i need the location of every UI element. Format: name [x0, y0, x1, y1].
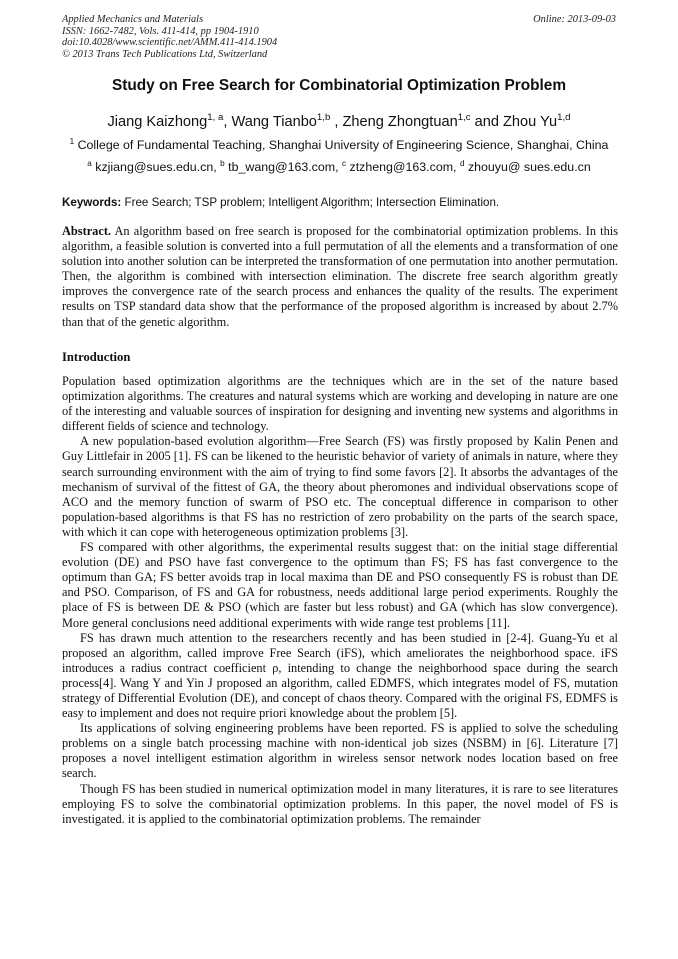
keywords-text: Free Search; TSP problem; Intelligent Algorithm; Intersection Elimination. — [124, 196, 500, 209]
email-mark: b — [220, 158, 225, 168]
author-affiliation-mark: 1,d — [557, 112, 571, 124]
journal-header — [62, 14, 618, 60]
email-mark: a — [87, 158, 92, 168]
email-address[interactable]: tb_wang@163.com, — [228, 160, 339, 174]
abstract — [62, 224, 618, 330]
paragraph: Though FS has been studied in numerical optimization model in many literatures, it is rare to see literatures employing FS to solve the combinatorial optimization problems. In this paper, the novel model of FS is investigated. it is applied to the combinatorial optimization problems. The remainder — [62, 781, 618, 826]
author-affiliation-mark: 1,b — [316, 112, 331, 124]
copyright-line: © 2013 Trans Tech Publications Ltd, Switzerland — [62, 48, 268, 60]
email-list — [0, 160, 678, 174]
introduction-heading: Introduction — [62, 350, 131, 364]
journal-name: Applied Mechanics and Materials — [62, 14, 204, 25]
email-address[interactable]: zhouyu@ sues.edu.cn — [467, 160, 591, 174]
author-name: Jiang Kaizhong — [107, 114, 208, 130]
paragraph: FS has drawn much attention to the researchers recently and has been studied in [2-4]. Guang-Yu et al proposed an algorithm, called improve Free Search (iFS), which ameliorates the neighborhood space. iFS introduces a radius contract coefficient ρ, intending to change the neighborhood space during the search process[4]. Wang Y and Yin J proposed an algorithm, called EDMFS, which integrates model of FS, mutation strategy of Differential Evolution (DE), and concept of chaos theory. Compared with the original FS, EDMFS is easy to implement and does not require priori knowledge about the problem [5]. — [62, 630, 618, 721]
email-mark: c — [341, 158, 347, 168]
paragraph: Population based optimization algorithms are the techniques which are in the set of the nature based optimization algorithms. The creatures and natural systems which are working and developing in nature are one of the interesting and valuable sources of inspiration for designing and inventing new systems and algorithms in different fields of science and technology. — [62, 374, 618, 434]
abstract-label: Abstract. — [62, 224, 112, 238]
author-list — [0, 114, 678, 130]
issn-line: ISSN: 1662-7482, Vols. 411-414, pp 1904-1910 — [62, 25, 259, 37]
paragraph: FS compared with other algorithms, the experimental results suggest that: on the initial stage differential evolution (DE) and PSO have fast convergence to the optimum than FS; FS has fast convergence to the optimum than GA; FS better avoids trap in local maxima than DE and PSO consequently FS is robust than DE and PSO. Comparison, of FS and GA for robustness, needs additional large period experiments. Roughly the place of FS is between DE & PSO (which are faster but less robust) and GA (which has slow convergence). More general conclusions need additional experiments with wide range test problems [11]. — [62, 540, 618, 630]
paragraph: Its applications of solving engineering problems have been reported. FS is applied to solve the scheduling problems on a single batch processing machine with non-identical job sizes (NSBM) in [6]. Literature [7] proposes a novel intelligent estimation algorithm in wireless sensor network nodes location based on free search. — [62, 721, 618, 781]
paper-title: Study on Free Search for Combinatorial Optimization Problem — [111, 77, 567, 94]
affiliation — [0, 138, 678, 152]
introduction-body — [62, 374, 618, 827]
author-separator: , — [223, 114, 232, 130]
paragraph: A new population-based evolution algorithm—Free Search (FS) was firstly proposed by Kalin Penen and Guy Littlefair in 2005 [1]. FS can be likened to the heuristic behavior of variety of animals in nature, where they search surrounding environment with the aim of trying to find some favors [2]. It absorbs the advantages of the mechanism of survival of the fittest of GA, the theory about pheromones and individual observations scope of ACO and the memory function of swarm of PSO etc. The conceptual difference in comparison to other population-based algorithms is that FS has no restriction of zero probability on the parts of the search space, with which it can cope with heterogeneous optimization problems [3]. — [62, 434, 618, 539]
author-name: Zheng Zhongtuan — [342, 114, 458, 130]
email-mark: d — [459, 158, 465, 168]
affiliation-text: College of Fundamental Teaching, Shanghai University of Engineering Science, Shanghai, China — [77, 138, 609, 152]
online-date: Online: 2013-09-03 — [533, 14, 616, 25]
affiliation-mark: 1 — [69, 136, 75, 146]
abstract-text: An algorithm based on free search is proposed for the combinatorial optimization problems. In this algorithm, a feasible solution is converted into a full permutation of all the elements and a transformation of one solution into another solution can be interpreted the transformation of one permutation into another permutation. Then, the algorithm is combined with intersection elimination. The discrete free search algorithm greatly improves the convergence rate of the search process and enhances the quality of the results. The experiment results on TSP standard data show that the performance of the proposed algorithm is increased by about 2.7% than that of the genetic algorithm. — [62, 224, 619, 329]
author-affiliation-mark: 1,c — [457, 112, 471, 124]
keywords-label: Keywords: — [62, 196, 122, 209]
doi-line: doi:10.4028/www.scientific.net/AMM.411-414.1904 — [62, 37, 278, 49]
email-address[interactable]: kzjiang@sues.edu.cn, — [95, 160, 217, 174]
email-address[interactable]: ztzheng@163.com, — [349, 160, 457, 174]
author-name: Zhou Yu — [503, 114, 558, 130]
author-separator: and — [470, 114, 504, 130]
author-separator: , — [330, 114, 343, 130]
author-affiliation-mark: 1, a — [207, 112, 224, 124]
author-name: Wang Tianbo — [231, 114, 317, 130]
keywords — [62, 196, 618, 209]
